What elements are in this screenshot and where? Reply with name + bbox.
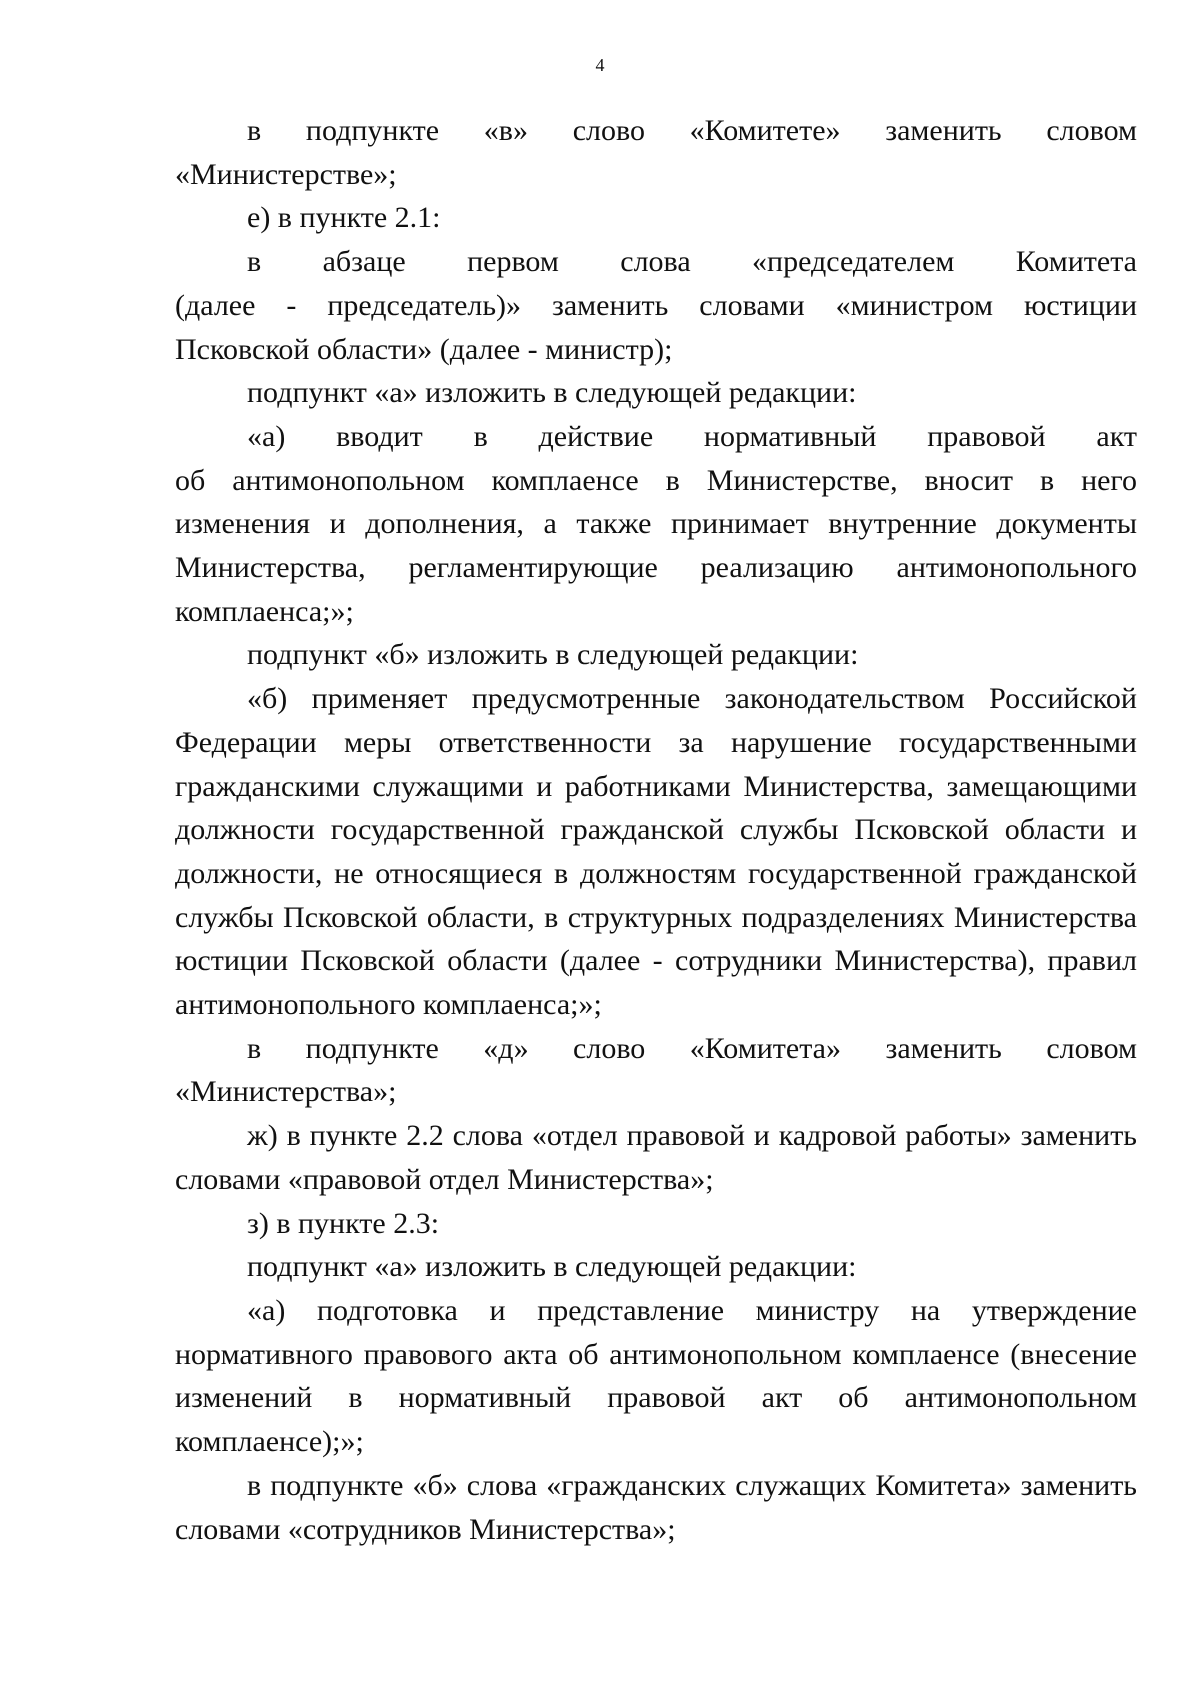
paragraph-6: подпункт «б» изложить в следующей редакции: [247,638,859,672]
paragraph-3-line-3: Псковской области» (далее - министр); [175,332,673,366]
paragraph-10: з) в пункте 2.3: [247,1206,440,1240]
paragraph-13: в подпункте «б» слова «гражданских служащих Комитета» заменить словами «сотрудников Министерства»; [175,1468,1137,1546]
paragraph-1-line-1: в подпункте «в» слово «Комитете» заменить словом [247,114,1137,147]
paragraph-11: подпункт «а» изложить в следующей редакции: [247,1250,857,1284]
paragraph-3-line-1: в абзаце первом слова «председателем Комитета [247,245,1137,279]
paragraph-8-line-1: в подпункте «д» слово «Комитета» заменить словом [247,1031,1137,1065]
paragraph-1-line-2: «Министерстве»; [175,157,397,191]
paragraph-3-line-2: (далее - председатель)» заменить словами «министром юстиции [175,288,1137,322]
paragraph-5-rest: об антимонопольном комплаенсе в Министерстве, вносит в него изменения и дополнения, а также принимает внутренние документы Министерства, регламентирующие реализацию антимонопольного комплаенса;»; [175,463,1137,628]
paragraph-2: е) в пункте 2.1: [247,201,441,235]
document-body [175,109,1137,1551]
paragraph-9: ж) в пункте 2.2 слова «отдел правовой и кадровой работы» заменить словами «правовой отдел Министерства»; [175,1119,1137,1196]
paragraph-4: подпункт «а» изложить в следующей редакции: [247,376,857,410]
paragraph-12: «а) подготовка и представление министру на утверждение нормативного правового акта об антимонопольном комплаенсе (внесение изменений в нормативный правовой акт об антимонопольном комплаенсе);»; [175,1293,1137,1459]
page-number: 4 [595,55,605,75]
paragraph-5-line-1: «а) вводит в действие нормативный правовой акт [247,419,1137,453]
paragraph-8-line-2: «Министерства»; [175,1075,397,1109]
paragraph-7: «б) применяет предусмотренные законодательством Российской Федерации меры ответственности за нарушение государственными гражданскими служащими и работниками Министерства, замещающими должности государственной гражданской службы Псковской области и должности, не относящиеся в должностям государственной гражданской службы Псковской области, в структурных подразделениях Министерства юстиции Псковской области (далее - сотрудники Министерства), правил антимонопольного комплаенса;»; [175,682,1137,1022]
